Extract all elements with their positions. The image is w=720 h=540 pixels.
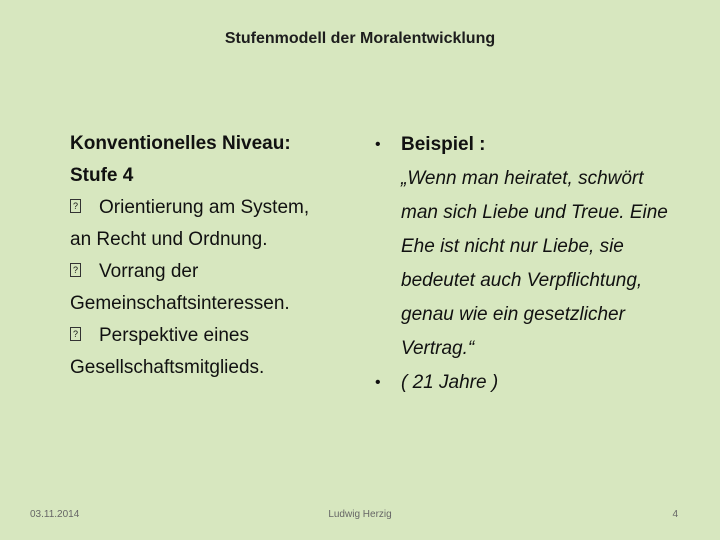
list-item-continuation: Gemeinschaftsinteressen. bbox=[70, 293, 290, 314]
bullet-dot-icon: • bbox=[375, 374, 381, 391]
footer-author: Ludwig Herzig bbox=[328, 509, 392, 520]
left-text-column bbox=[70, 128, 360, 384]
slide-title: Stufenmodell der Moralentwicklung bbox=[224, 30, 496, 47]
list-item bbox=[70, 196, 360, 220]
list-item-continuation: Gesellschaftsmitglieds. bbox=[70, 357, 265, 378]
example-bullet bbox=[375, 128, 675, 366]
right-text-column bbox=[375, 128, 675, 400]
missing-glyph-icon: ? bbox=[70, 263, 81, 277]
list-item-continuation: an Recht und Ordnung. bbox=[70, 229, 268, 250]
list-item-text: Vorrang der bbox=[99, 261, 199, 282]
list-item bbox=[70, 320, 360, 352]
bullet-dot-icon: • bbox=[375, 136, 381, 153]
example-label: Beispiel : bbox=[401, 134, 486, 155]
missing-glyph-icon: ? bbox=[70, 327, 81, 341]
age-bullet bbox=[375, 366, 675, 400]
list-item-text: Orientierung am System, bbox=[99, 197, 310, 218]
footer-page-number: 4 bbox=[672, 509, 678, 520]
list-item-text: Perspektive eines bbox=[99, 325, 249, 346]
footer-date: 03.11.2014 bbox=[30, 509, 80, 520]
example-quote: „Wenn man heiratet, schwört man sich Liebe und Treue. Eine Ehe ist nicht nur Liebe, sie bedeutet auch Verpflichtung, genau wie ein gesetzlicher Vertrag.“ bbox=[401, 168, 668, 359]
stage-heading: Stufe 4 bbox=[70, 165, 134, 186]
level-heading: Konventionelles Niveau: bbox=[70, 133, 291, 154]
age-note: ( 21 Jahre ) bbox=[401, 372, 499, 393]
list-item bbox=[70, 256, 360, 288]
missing-glyph-icon: ? bbox=[70, 199, 81, 213]
